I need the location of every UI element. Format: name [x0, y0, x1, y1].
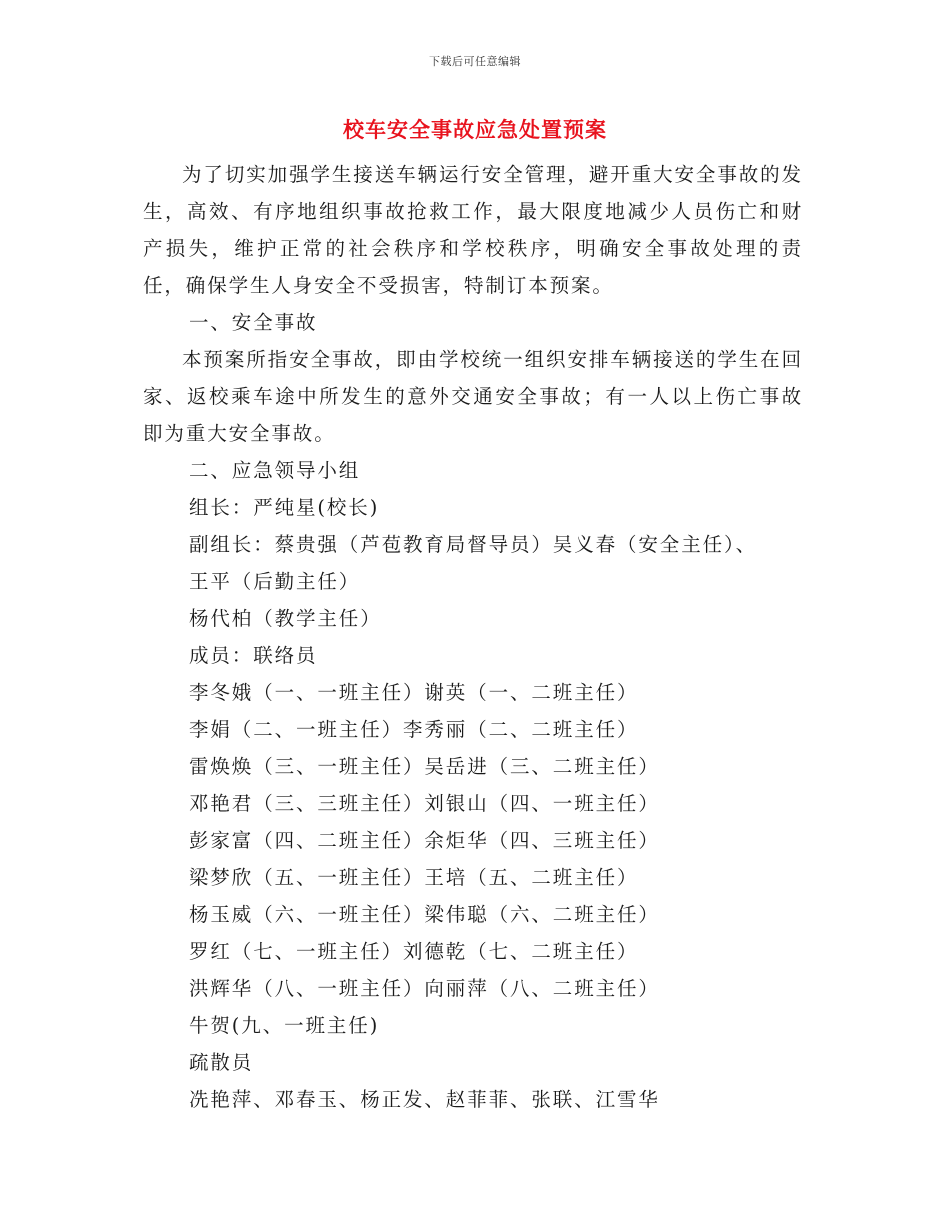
section1-heading: 一、安全事故: [189, 311, 318, 334]
members-label: 成员：联络员: [189, 644, 318, 667]
evacuators-label: 疏散员: [189, 1051, 254, 1074]
intro-paragraph: 为了切实加强学生接送车辆运行安全管理，避开重大安全事故的发生，高效、有序地组织事故抢救工作，最大限度地减少人员伤亡和财产损失，维护正常的社会秩序和学校秩序，明确安全事故处理的责任，确保学生人身安全不受损害，特制订本预案。: [143, 163, 803, 297]
document-title: 校车安全事故应急处置预案: [343, 117, 607, 142]
section2-heading: 二、应急领导小组: [189, 459, 361, 482]
liaison-line: 罗红（七、一班主任）刘德乾（七、二班主任）: [189, 940, 639, 963]
leader-line: 组长：严纯星(校长): [189, 496, 380, 519]
liaison-line: 杨玉威（六、一班主任）梁伟聪（六、二班主任）: [189, 903, 660, 926]
evacuators-list: 冼艳萍、邓春玉、杨正发、赵菲菲、张联、江雪华: [189, 1088, 660, 1111]
deputy-line-1: 副组长：蔡贵强（芦苞教育局督导员）吴义春（安全主任）、: [189, 533, 758, 556]
liaison-line: 雷焕焕（三、一班主任）吴岳进（三、二班主任）: [189, 755, 660, 778]
liaison-line: 洪辉华（八、一班主任）向丽萍（八、二班主任）: [189, 977, 660, 1000]
deputy-line-3: 杨代柏（教学主任）: [189, 607, 382, 630]
section1-paragraph: 本预案所指安全事故，即由学校统一组织安排车辆接送的学生在回家、返校乘车途中所发生的意外交通安全事故；有一人以上伤亡事故即为重大安全事故。: [143, 348, 803, 445]
header-note: 下载后可任意编辑: [429, 55, 521, 68]
deputy-line-2: 王平（后勤主任）: [189, 570, 361, 593]
document-body: [143, 156, 803, 1118]
liaison-line: 梁梦欣（五、一班主任）王培（五、二班主任）: [189, 866, 639, 889]
liaison-line: 彭家富（四、二班主任）余炬华（四、三班主任）: [189, 829, 660, 852]
liaison-line: 邓艳君（三、三班主任）刘银山（四、一班主任）: [189, 792, 660, 815]
liaison-line: 李娟（二、一班主任）李秀丽（二、二班主任）: [189, 718, 639, 741]
liaison-line: 牛贺(九、一班主任): [189, 1014, 380, 1037]
liaison-line: 李冬娥（一、一班主任）谢英（一、二班主任）: [189, 681, 639, 704]
